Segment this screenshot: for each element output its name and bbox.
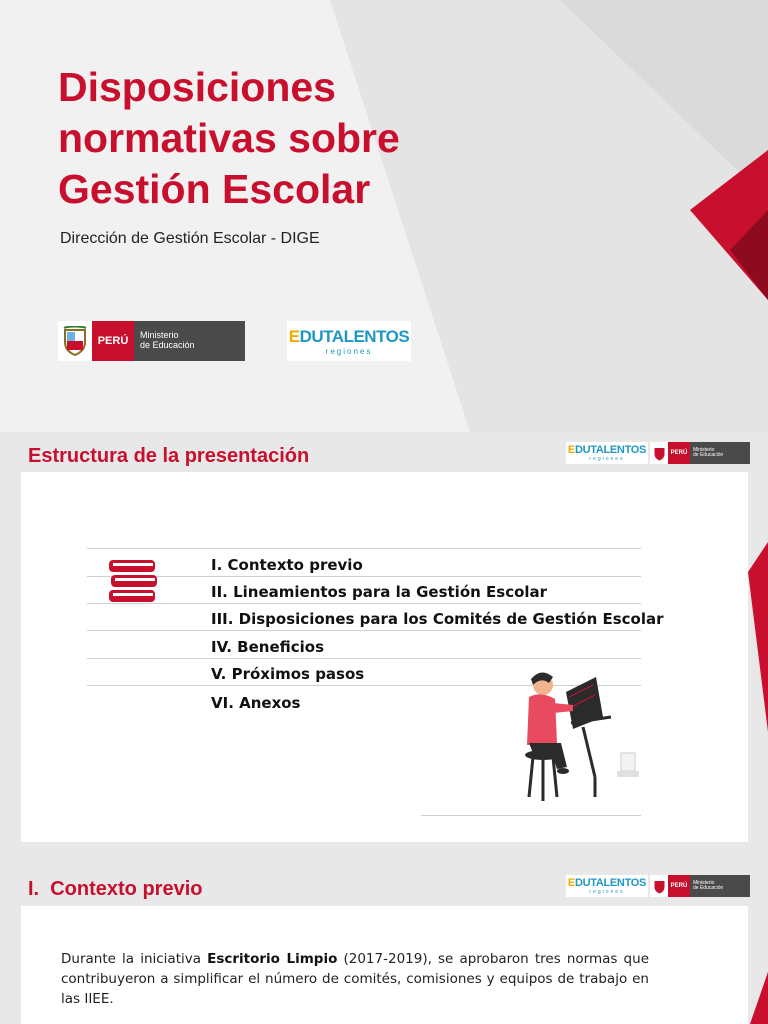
ministry-name-small xyxy=(690,875,723,897)
header-logos xyxy=(566,442,750,464)
presentation-title: Disposiciones normativas sobre Gestión Escolar xyxy=(58,64,400,212)
agenda-slide xyxy=(0,432,768,852)
toc-item-1[interactable]: I. Contexto previo xyxy=(211,556,363,574)
country-badge-small: PERÚ xyxy=(668,442,690,464)
para-bold: Escritorio Limpio xyxy=(207,951,338,967)
agenda-card xyxy=(21,472,748,842)
toc-item-5[interactable]: V. Próximos pasos xyxy=(211,665,365,683)
edutalentos-sub: regiones xyxy=(325,346,373,356)
edutalentos-word-small: DUTALENTOS xyxy=(574,444,647,456)
ministry-name xyxy=(134,321,195,361)
edutalentos-mark: E xyxy=(288,326,300,346)
title-slide xyxy=(0,0,768,432)
toc-item-2[interactable]: II. Lineamientos para la Gestión Escolar xyxy=(211,583,548,601)
ministry-line1-small: Ministerio xyxy=(693,446,715,453)
agenda-heading: Estructura de la presentación xyxy=(28,445,310,467)
toc-divider xyxy=(87,658,641,659)
ministry-line2-small: de Educación xyxy=(693,885,724,891)
edutalentos-sub-small: regiones xyxy=(589,889,625,895)
presentation-subtitle: Dirección de Gestión Escolar - DIGE xyxy=(60,230,320,247)
coat-of-arms-icon xyxy=(650,875,668,897)
edutalentos-word: DUTALENTOS xyxy=(299,326,410,346)
ministry-line2: de Educación xyxy=(140,340,195,350)
edutalentos-mark-small: E xyxy=(567,444,575,456)
context-paragraph xyxy=(61,949,649,1009)
country-badge: PERÚ xyxy=(92,321,134,361)
toc-item-4[interactable]: IV. Beneficios xyxy=(211,638,325,656)
edutalentos-logo-small xyxy=(566,875,648,897)
coat-of-arms-icon xyxy=(650,442,668,464)
toc-divider xyxy=(87,603,641,604)
edutalentos-sub-small: regiones xyxy=(589,456,625,462)
edutalentos-logo-small xyxy=(566,442,648,464)
section-heading: I. Contexto previo xyxy=(28,878,203,900)
ministry-logo-small xyxy=(650,442,750,464)
context-card xyxy=(21,906,748,1024)
ministry-line1: Ministerio xyxy=(140,330,179,341)
header-logos xyxy=(566,875,750,897)
coat-of-arms-icon xyxy=(58,321,92,361)
edutalentos-word-small: DUTALENTOS xyxy=(574,877,647,889)
toc-item-3[interactable]: III. Disposiciones para los Comités de Gestión Escolar xyxy=(211,610,664,628)
ministry-logo-small xyxy=(650,875,750,897)
para-text-2: (2017-2019), se aprobaron tres normas que contribuyeron a simplificar el número de comités, comisiones y equipos de trabajo en las IIEE. xyxy=(61,951,649,1007)
ministry-line2-small: de Educación xyxy=(693,452,724,458)
ministry-logo xyxy=(58,321,245,361)
toc-item-6[interactable]: VI. Anexos xyxy=(211,694,301,712)
ministry-line1-small: Ministerio xyxy=(693,879,715,886)
toc-divider xyxy=(87,630,641,631)
para-text-1: Durante la iniciativa xyxy=(61,951,208,967)
edutalentos-mark-small: E xyxy=(567,877,575,889)
context-slide xyxy=(0,852,768,1024)
books-icon xyxy=(107,558,159,611)
edutalentos-logo xyxy=(287,321,411,361)
country-badge-small: PERÚ xyxy=(668,875,690,897)
toc-divider xyxy=(87,576,641,577)
ministry-name-small xyxy=(690,442,723,464)
person-drawing-illustration xyxy=(511,667,641,827)
toc-divider xyxy=(87,548,641,549)
